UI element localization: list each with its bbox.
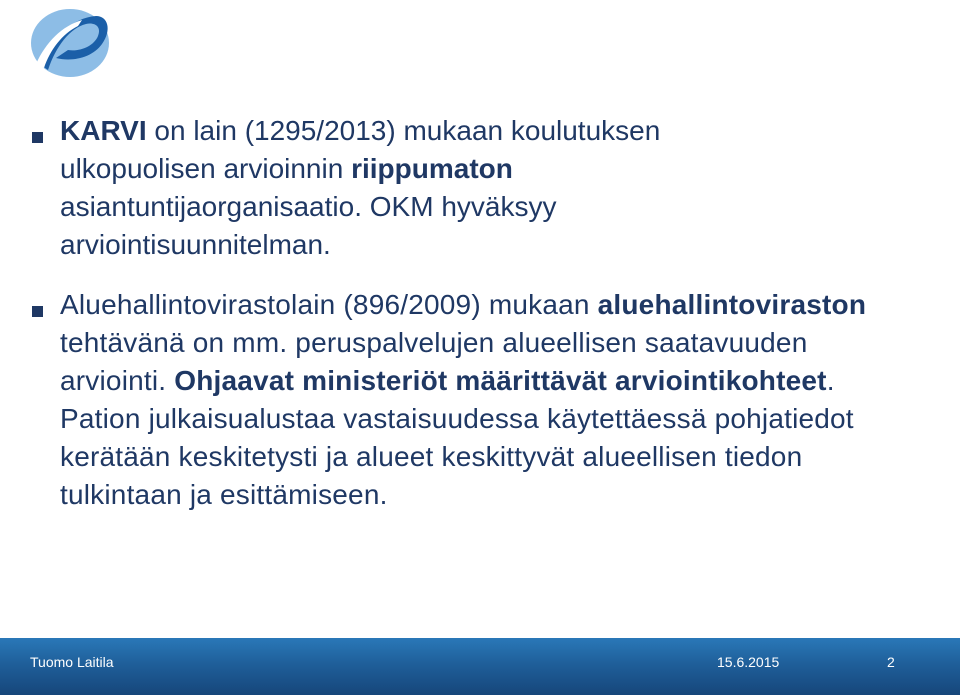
slide-content — [32, 112, 932, 514]
square-bullet-icon — [32, 132, 43, 143]
page-number: 2 — [887, 654, 895, 670]
text-run: Aluehallintovirastolain (896/2009) mukaan — [60, 289, 598, 320]
text-run: . Pation julkaisualustaa vastaisuudessa käytettäessä pohjatiedot kerätään keskitetysti ja alueet keskittyvät alueellisen tiedon tulkintaan ja esittämiseen. — [60, 365, 854, 510]
bullet-item-avi — [32, 286, 932, 514]
text-run: asiantuntijaorganisaatio. OKM hyväksyy arviointisuunnitelman. — [60, 191, 557, 260]
bold-text: KARVI — [60, 115, 147, 146]
bullet-text — [60, 286, 910, 514]
bold-text: Ohjaavat ministeriöt määrittävät arviointikohteet — [174, 365, 827, 396]
text-run: tehtävänä on mm. peruspalvelujen alueellisen saatavuuden arviointi. — [60, 327, 808, 396]
footer-date: 15.6.2015 — [717, 654, 780, 670]
bullet-item-karvi — [32, 112, 932, 264]
square-bullet-icon — [32, 306, 43, 317]
text-run: on lain (1295/2013) mukaan koulutuksen ulkopuolisen arvioinnin — [60, 115, 661, 184]
bold-text: aluehallintoviraston — [597, 289, 867, 320]
bullet-text — [60, 112, 760, 264]
bold-text: riippumaton — [351, 153, 513, 184]
footer-author: Tuomo Laitila — [30, 654, 114, 670]
footer-bar — [0, 638, 960, 695]
logo-icon — [28, 6, 112, 80]
